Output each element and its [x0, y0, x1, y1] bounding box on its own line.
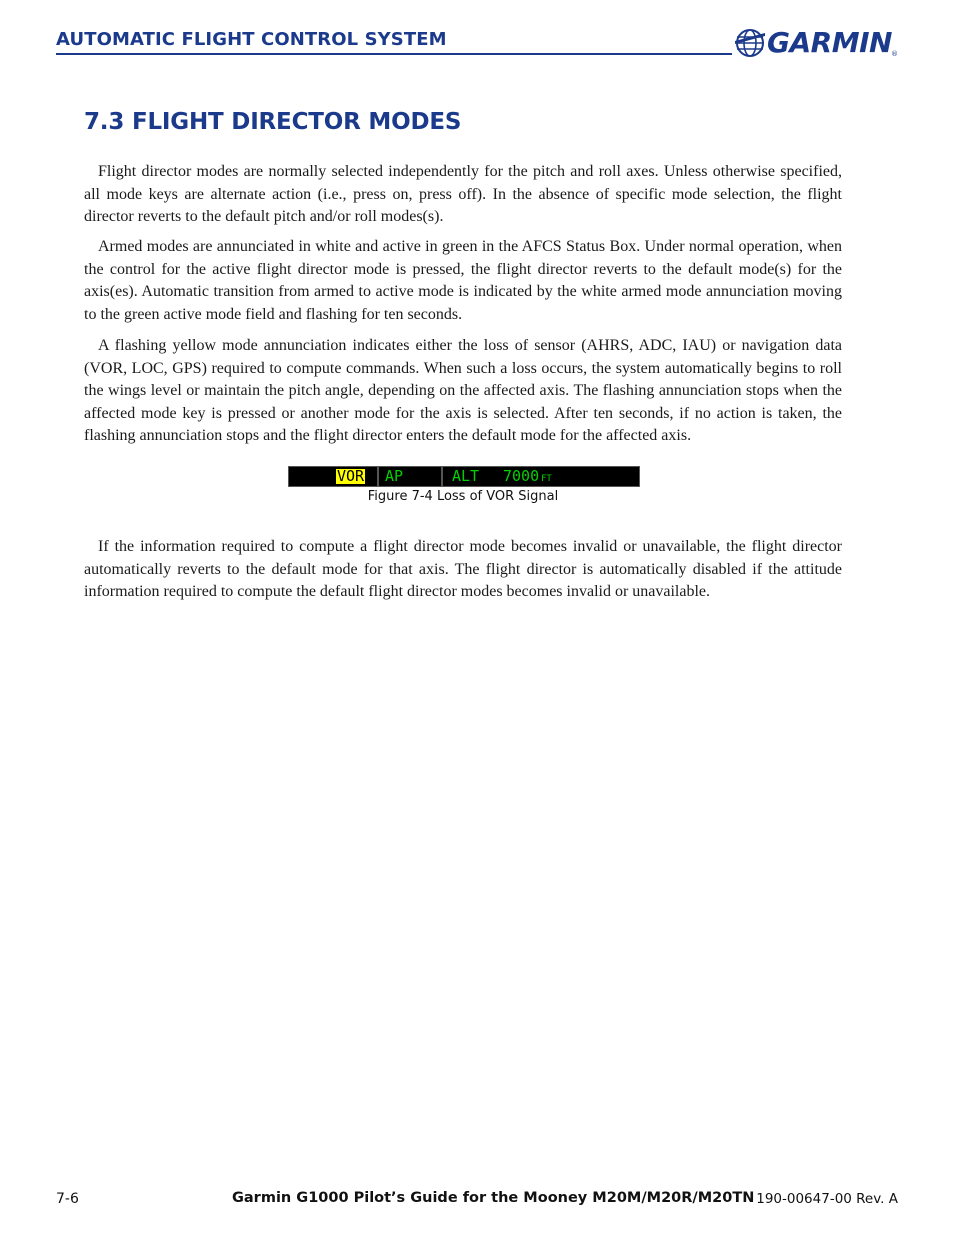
status-box-divider [377, 467, 379, 486]
paragraph-flashing-annunciation: A flashing yellow mode annunciation indicates either the loss of sensor (AHRS, ADC, IAU) or navigation data (VOR, LOC, GPS) required to compute commands. When such a loss occurs, the system automatically begins to roll the wings level or maintain the pitch angle, depending on the affected axis. The flashing annunciation stops when the affected mode key is pressed or another mode for the axis is selected. After ten seconds, if no action is taken, the flashing annunciation stops and the flight director enters the default mode for the affected axis. [84, 337, 842, 444]
afcs-status-box [288, 466, 640, 487]
page-number: 7-6 [56, 1191, 79, 1207]
roll-mode-annunciation: VOR [337, 467, 365, 485]
section-title: 7.3 FLIGHT DIRECTOR MODES [84, 109, 462, 135]
paragraph-invalid-information: If the information required to compute a flight director mode becomes invalid or unavailable, the flight director automatically reverts to the default mode for that axis. The flight director is automatically disabled if the attitude information required to compute the default flight director modes becomes invalid or unavailable. [84, 538, 842, 600]
header-title: AUTOMATIC FLIGHT CONTROL SYSTEM [56, 29, 447, 50]
footer-title: Garmin G1000 Pilot’s Guide for the Mooney M20M/M20R/M20TN [232, 1190, 755, 1206]
paragraph-mode-selection: Flight director modes are normally selected independently for the pitch and roll axes. Unless otherwise specified, all mode keys are alternate action (i.e., press on, press off). In the absence of specific mode selection, the flight director reverts to the default pitch and/or roll modes(s). [84, 163, 842, 225]
paragraph-armed-modes: Armed modes are annunciated in white and active in green in the AFCS Status Box. Under normal operation, when the control for the active flight director mode is pressed, the flight director reverts to the default mode(s) for the axis(es). Automatic transition from armed to active mode is indicated by the white armed mode annunciation moving to the green active mode field and flashing for ten seconds. [84, 238, 842, 323]
pitch-mode-annunciation: ALT [452, 467, 480, 485]
garmin-logo [735, 25, 900, 61]
altitude-unit: FT [541, 474, 552, 484]
altitude-reference: 7000 [503, 467, 540, 485]
logo-wordmark: GARMIN [767, 26, 892, 59]
autopilot-status: AP [385, 467, 404, 485]
globe-icon [735, 27, 765, 59]
status-box-divider [441, 467, 443, 486]
registered-mark: ® [891, 50, 898, 58]
figure-caption: Figure 7-4 Loss of VOR Signal [367, 489, 559, 504]
header-rule [56, 53, 732, 55]
document-number: 190-00647-00 Rev. A [756, 1191, 898, 1207]
